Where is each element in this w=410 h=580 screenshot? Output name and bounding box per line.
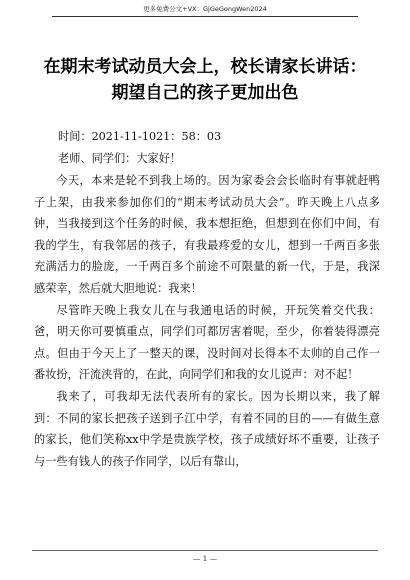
footer-divider xyxy=(32,550,378,551)
page-number: — 1 — xyxy=(192,554,218,563)
header-divider xyxy=(52,16,358,17)
page-header xyxy=(0,0,410,22)
title-line-2: 期望自己的孩子更加出色 xyxy=(111,83,299,103)
document-body xyxy=(34,170,380,472)
paragraph-2: 尽管昨天晚上我女儿在与我通电话的时候，开玩笑着交代我：爸，明天你可要慎重点，同学们可都厉害着呢，至少，你着装得漂亮点。但由于今天上了一整天的课，没时间对长得本不太帅的自己作一番妆扮，汗流浃背的，在此，向同学们和我的女儿说声：对不起！ xyxy=(34,303,380,382)
document-title xyxy=(0,54,410,106)
paragraph-1: 今天，本来是轮不到我上场的。因为家委会会长临时有事就赶鸭子上架，由我来参加你们的“期末考试动员大会”。昨天晚上八点多钟，当我接到这个任务的时候，我本想拒绝，但想到在你们中间，有我的学生，有我邻居的孩子，有我最疼爱的女儿，想到一千两百多张充满活力的脸庞，一千两百多个前途不可限量的新一代，于是，我深感荣幸，然后就大胆地说：我来！ xyxy=(34,174,380,295)
time-line: 时间：2021-11-1021：58：03 xyxy=(58,130,222,143)
paragraph-3: 我来了，可我却无法代表所有的家长。因为长期以来，我了解到：不同的家长把孩子送到子江中学，有着不同的目的——有做生意的家长，他们笑称xx中学是贵族学校，孩子成绩好坏不重要，让孩子与一些有钱人的孩子作同学，以后有靠山， xyxy=(34,389,380,468)
header-text: 更多免费公文+VX：GjGeGongWen2024 xyxy=(143,5,267,13)
greeting: 老师、同学们：大家好！ xyxy=(58,152,182,165)
title-line-1: 在期末考试动员大会上，校长请家长讲话： xyxy=(43,57,367,77)
